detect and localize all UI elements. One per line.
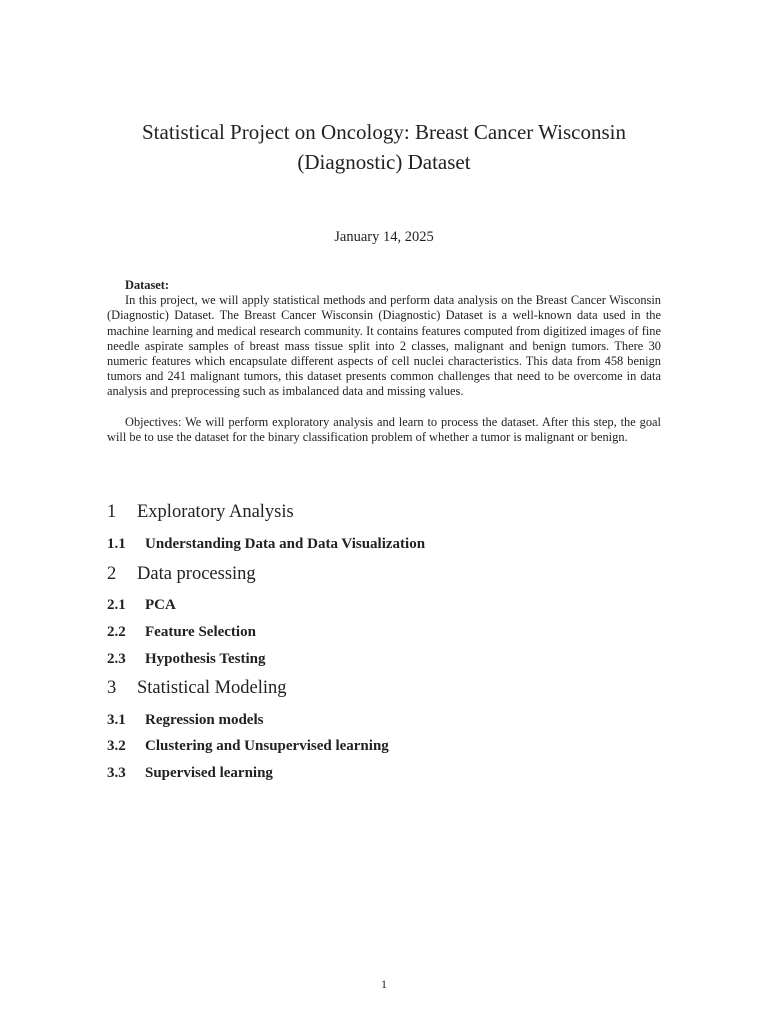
subsection-number: 3.2	[107, 738, 126, 754]
document-title	[84, 117, 684, 177]
title-line-2: (Diagnostic) Dataset	[297, 150, 471, 174]
section-number: 2	[107, 564, 117, 584]
subsection-title: Supervised learning	[145, 765, 273, 781]
subsection-title: Clustering and Unsupervised learning	[145, 738, 389, 754]
section-heading	[107, 502, 294, 523]
abstract	[107, 278, 661, 445]
subsection-heading	[107, 536, 425, 553]
abstract-label: Dataset:	[125, 278, 170, 292]
subsection-title: Understanding Data and Data Visualization	[145, 536, 426, 552]
abstract-paragraph-dataset: In this project, we will apply statistical methods and perform data analysis on the Breast Cancer Wisconsin (Diagnostic) Dataset. The Breast Cancer Wisconsin (Diagnostic) Dataset is a well-known data used in the machine learning and medical research community. It contains features computed from digitized images of fine needle aspirate samples of breast mass tissue split into 2 classes, malignant and benign tumors. There 30 numeric features which encapsulate different aspects of cell nuclei characteristics. This data from 458 benign tumors and 241 malignant tumors, this dataset presents common challenges that need to be overcome in data analysis and preprocessing such as imbalanced data and missing values.	[107, 293, 661, 399]
section-title: Statistical Modeling	[137, 678, 287, 698]
section-number: 3	[107, 678, 117, 698]
subsection-number: 1.1	[107, 536, 126, 552]
subsection-heading	[107, 712, 263, 729]
subsection-heading	[107, 597, 176, 614]
subsection-title: PCA	[145, 597, 176, 613]
subsection-number: 2.3	[107, 651, 126, 667]
subsection-heading	[107, 738, 389, 755]
section-heading	[107, 678, 287, 699]
subsection-number: 2.2	[107, 624, 126, 640]
subsection-number: 2.1	[107, 597, 126, 613]
section-number: 1	[107, 502, 117, 522]
section-heading	[107, 564, 256, 585]
subsection-title: Regression models	[145, 712, 264, 728]
page-number: 1	[381, 977, 387, 991]
section-title: Data processing	[137, 564, 256, 584]
abstract-paragraph-objectives: Objectives: We will perform exploratory analysis and learn to process the dataset. After this step, the goal will be to use the dataset for the binary classification problem of whether a tumor is malignant or benign.	[107, 414, 661, 444]
document-date: January 14, 2025	[334, 229, 434, 245]
subsection-title: Feature Selection	[145, 624, 256, 640]
subsection-number: 3.3	[107, 765, 126, 781]
section-title: Exploratory Analysis	[137, 502, 294, 522]
subsection-heading	[107, 651, 265, 668]
subsection-heading	[107, 624, 256, 641]
subsection-heading	[107, 765, 273, 782]
subsection-number: 3.1	[107, 712, 126, 728]
title-line-1: Statistical Project on Oncology: Breast Cancer Wisconsin	[141, 120, 626, 144]
subsection-title: Hypothesis Testing	[145, 651, 266, 667]
